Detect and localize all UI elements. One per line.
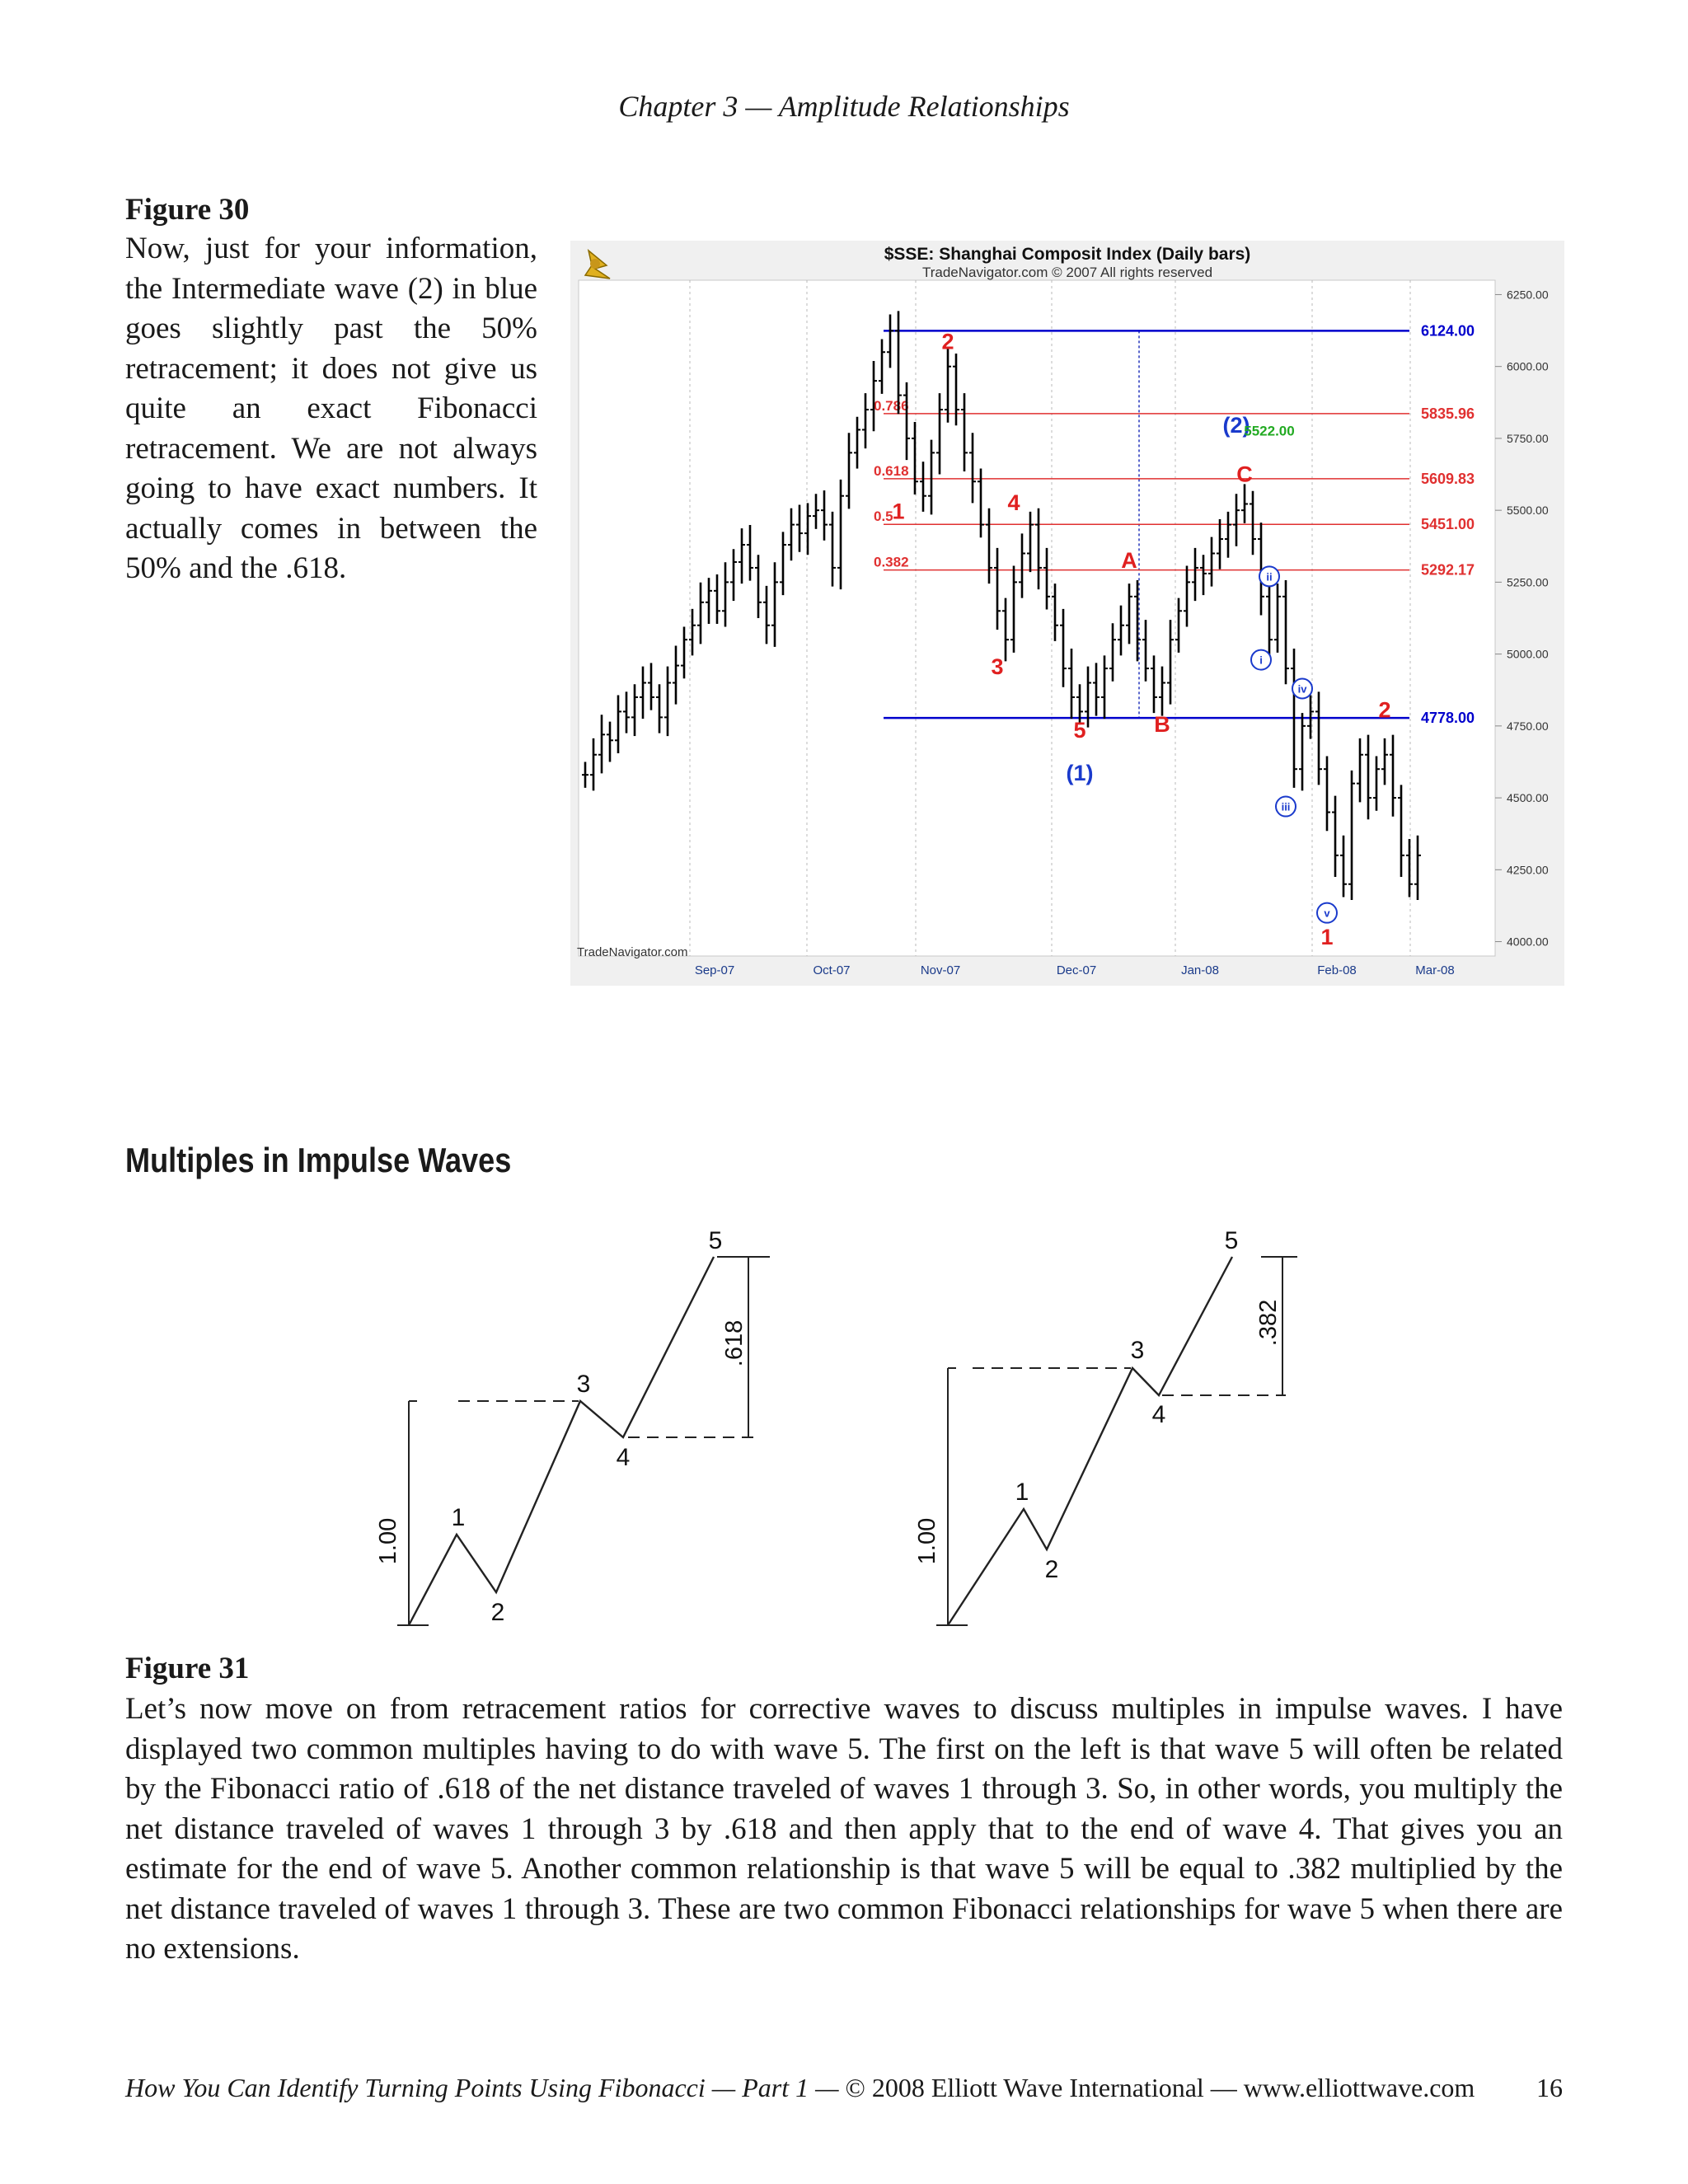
wave-annotation: 2 bbox=[1378, 697, 1391, 723]
diagram-left bbox=[397, 1257, 770, 1625]
y-tick-label: 4500.00 bbox=[1507, 791, 1549, 805]
circled-wave-label: iii bbox=[1281, 800, 1291, 813]
chart-watermark: TradeNavigator.com bbox=[577, 945, 688, 959]
figure-31-caption: Let’s now move on from retracement ratios for corrective waves to discuss multiples in impulse waves. I have displayed two common multiples having to do with wave 5. The first on the left is that wave 5 will often be related by the Fibonacci ratio of .618 of the net distance traveled of waves 1 through 3. So, in other words, you multiply the net distance traveled of waves 1 through 3 by .618 and then apply that to the end of wave 4. That gives you an estimate for the end of wave 5. Another common relationship is that wave 5 will be equal to .382 multiplied by the net distance traveled of waves 1 through 3. These are two common Fibonacci relationships for wave 5 when there are no extensions. bbox=[125, 1692, 1563, 1966]
y-tick-label: 5250.00 bbox=[1507, 575, 1549, 589]
fib-value-label: 5609.83 bbox=[1421, 470, 1475, 487]
wave-annotation: A bbox=[1121, 547, 1137, 573]
diagram-left-ratio: .618 bbox=[721, 1319, 748, 1367]
impulse-wave-path bbox=[409, 1257, 714, 1625]
diagram-right-base-ratio: 1.00 bbox=[914, 1517, 940, 1565]
wave-annotation: 5522.00 bbox=[1244, 423, 1295, 439]
wave-annotation: 1 bbox=[892, 499, 905, 524]
figure-30-label: Figure 30 bbox=[125, 193, 250, 227]
y-tick-label: 5500.00 bbox=[1507, 504, 1549, 518]
diagram-left-base-ratio: 1.00 bbox=[375, 1517, 401, 1565]
level-value-label: 6124.00 bbox=[1421, 322, 1475, 340]
footer-source: How You Can Identify Turning Points Using Fibonacci — Part 1 — bbox=[125, 2073, 839, 2102]
fib-ratio-label: 0.382 bbox=[874, 554, 909, 570]
shanghai-composite-chart bbox=[570, 241, 1564, 986]
page-footer bbox=[125, 2073, 1563, 2103]
circled-wave-label: ii bbox=[1266, 570, 1273, 583]
running-head: Chapter 3 — Amplitude Relationships bbox=[618, 90, 1070, 123]
y-tick-label: 6250.00 bbox=[1507, 288, 1549, 302]
figure-31-label: Figure 31 bbox=[125, 1652, 250, 1685]
y-tick-label: 4250.00 bbox=[1507, 863, 1549, 877]
x-tick-label: Mar-08 bbox=[1415, 963, 1455, 977]
y-tick-label: 5750.00 bbox=[1507, 431, 1549, 445]
diagram-left-wave-3: 3 bbox=[576, 1371, 591, 1398]
level-value-label: 4778.00 bbox=[1421, 710, 1475, 727]
chart-title: $SSE: Shanghai Composit Index (Daily bars) bbox=[884, 245, 1251, 264]
wave-annotation: 5 bbox=[1073, 717, 1086, 743]
x-tick-label: Dec-07 bbox=[1056, 963, 1097, 977]
wave-annotation: B bbox=[1154, 711, 1170, 737]
fib-value-label: 5835.96 bbox=[1421, 405, 1475, 422]
x-tick-label: Nov-07 bbox=[920, 963, 961, 977]
diagram-right-wave-4: 4 bbox=[1151, 1401, 1166, 1428]
y-tick-label: 4750.00 bbox=[1507, 719, 1549, 733]
section-heading: Multiples in Impulse Waves bbox=[125, 1141, 512, 1179]
wave-multiple-diagrams bbox=[363, 1220, 1319, 1648]
diagram-right-ratio: .382 bbox=[1255, 1299, 1282, 1347]
page-number: 16 bbox=[1536, 2073, 1563, 2102]
fib-ratio-label: 0.786 bbox=[874, 397, 909, 414]
wave-annotation: 2 bbox=[941, 329, 954, 354]
diagram-right-wave-2: 2 bbox=[1044, 1556, 1059, 1583]
wave-annotation: 1 bbox=[1320, 925, 1334, 950]
impulse-wave-path bbox=[948, 1257, 1232, 1625]
diagram-right-wave-1: 1 bbox=[1015, 1479, 1029, 1506]
circled-wave-label: iv bbox=[1297, 682, 1307, 696]
wave-annotation: (2) bbox=[1222, 412, 1250, 438]
wave-annotation: (1) bbox=[1066, 761, 1094, 786]
wave-annotation: 4 bbox=[1007, 490, 1020, 516]
y-tick-label: 6000.00 bbox=[1507, 359, 1549, 373]
circled-wave-label: i bbox=[1259, 654, 1263, 667]
diagram-left-wave-4: 4 bbox=[616, 1444, 631, 1471]
x-tick-label: Oct-07 bbox=[813, 963, 851, 977]
x-tick-label: Sep-07 bbox=[694, 963, 735, 977]
x-tick-label: Jan-08 bbox=[1181, 963, 1219, 977]
y-tick-label: 4000.00 bbox=[1507, 935, 1549, 949]
fib-ratio-label: 0.618 bbox=[874, 462, 909, 479]
diagram-right-wave-3: 3 bbox=[1130, 1337, 1145, 1364]
diagram-left-wave-1: 1 bbox=[451, 1504, 466, 1531]
fib-value-label: 5292.17 bbox=[1421, 561, 1475, 579]
diagram-right-wave-5: 5 bbox=[1224, 1227, 1239, 1254]
chart-subtitle: TradeNavigator.com © 2007 All rights reserved bbox=[921, 265, 1213, 280]
wave-annotation: C bbox=[1236, 462, 1253, 487]
wave-annotation: 3 bbox=[991, 654, 1004, 680]
footer-copyright: © 2008 Elliott Wave International — www.elliottwave.com bbox=[845, 2073, 1475, 2102]
x-tick-label: Feb-08 bbox=[1317, 963, 1357, 977]
y-tick-label: 5000.00 bbox=[1507, 647, 1549, 661]
circled-wave-label: v bbox=[1324, 907, 1330, 920]
fib-ratio-label: 0.5 bbox=[874, 509, 893, 525]
diagram-left-wave-2: 2 bbox=[490, 1599, 505, 1626]
figure-30-caption: Now, just for your information, the Intermediate wave (2) in blue goes slightly past the 50% retracement; it does not give us quite an exact Fibonacci retracement. We are not always going to have exact numbers. It actually comes in between the 50% and the .618. bbox=[125, 232, 537, 585]
fib-value-label: 5451.00 bbox=[1421, 516, 1475, 533]
diagram-right bbox=[936, 1257, 1297, 1625]
diagram-left-wave-5: 5 bbox=[708, 1227, 723, 1254]
